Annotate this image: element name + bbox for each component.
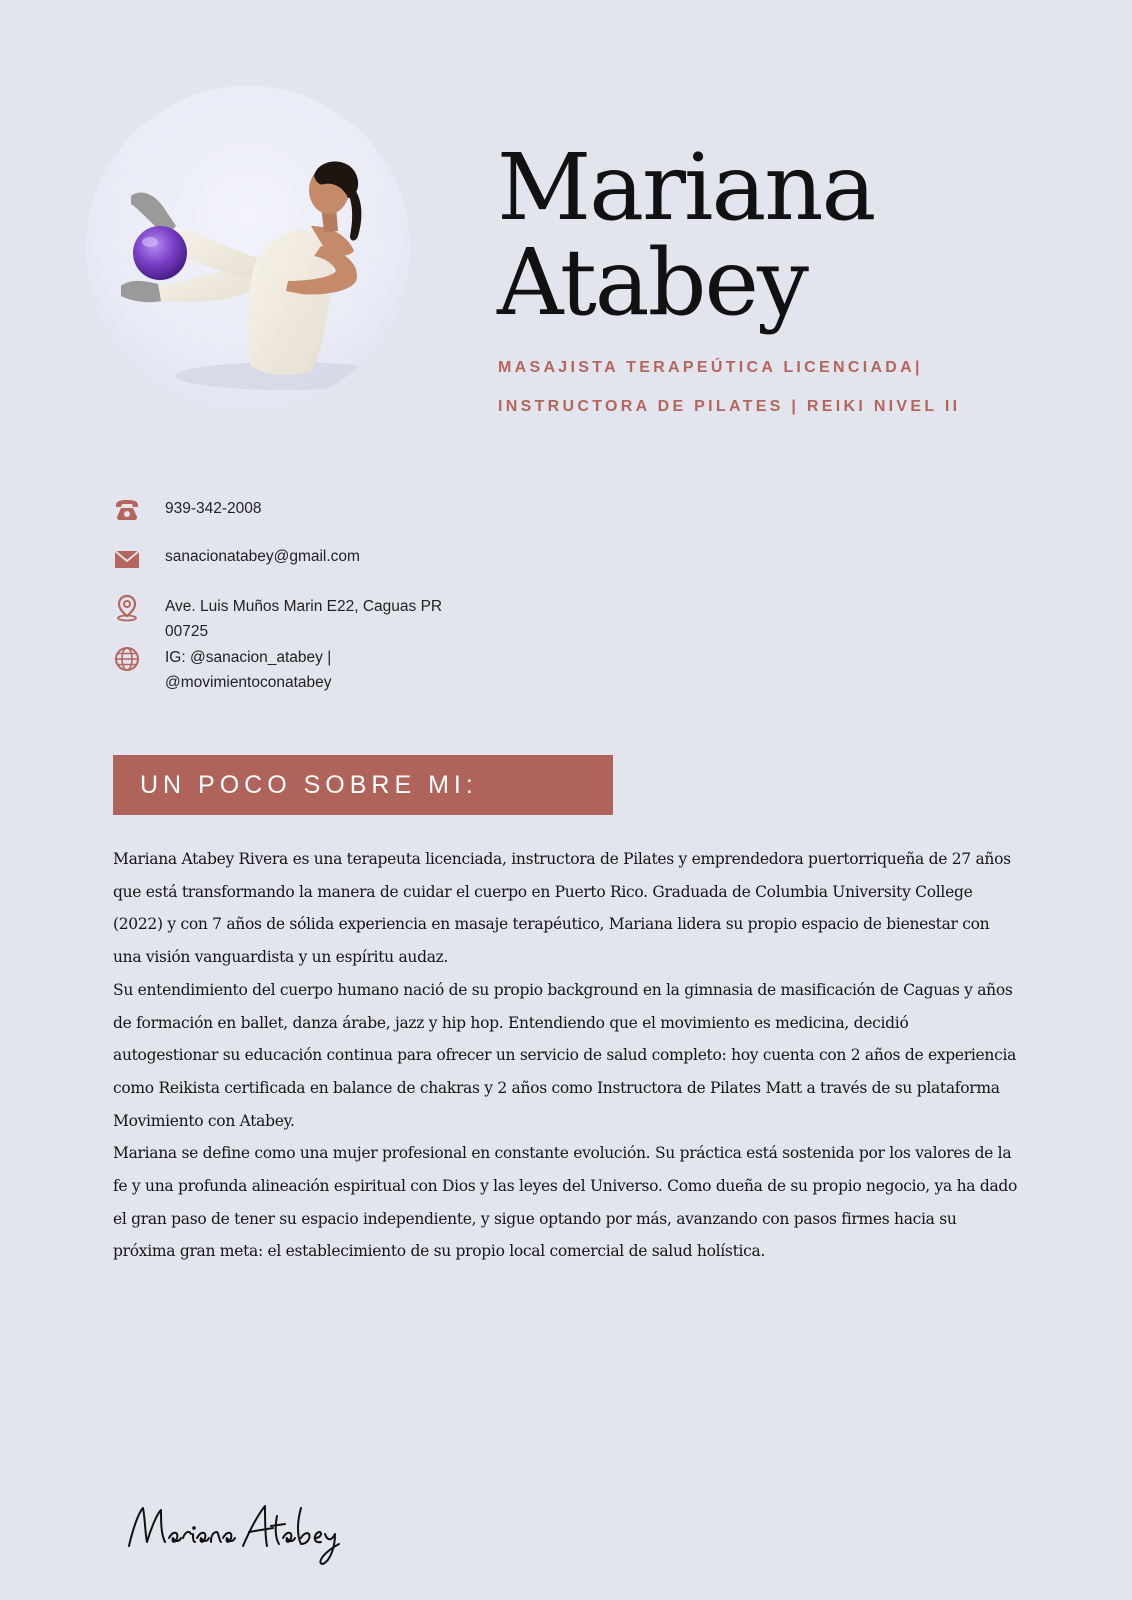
about-section-header: [113, 755, 613, 815]
job-title-line1: MASAJISTA TERAPEÚTICA LICENCIADA|: [498, 359, 923, 376]
social-handles: [165, 645, 475, 695]
contact-phone: [113, 496, 475, 524]
social-line1: IG: @sanacion_atabey |: [165, 649, 332, 666]
name-last: Atabey: [497, 229, 807, 336]
phone-number: 939-342-2008: [165, 500, 262, 517]
globe-icon: [113, 645, 141, 673]
about-paragraph-1: Mariana Atabey Rivera es una terapeuta licenciada, instructora de Pilates y emprendedora puertorriqueña de 27 años que está transformando la manera de cuidar el cuerpo en Puerto Rico. Graduada de Columbia University College (2022) y con 7 años de sólida experiencia en masaje terapéutico, Mariana lidera su propio espacio de bienestar con una visión vanguardista y un espíritu audaz.: [113, 850, 1011, 967]
contact-address: [113, 594, 475, 644]
social-line2: @movimientoconatabey: [165, 674, 332, 691]
contact-email: [113, 544, 475, 572]
email-address: sanacionatabey@gmail.com: [165, 548, 360, 565]
location-pin-icon: [113, 594, 141, 622]
about-heading: UN POCO SOBRE MI:: [140, 770, 478, 799]
profile-photo: [86, 86, 410, 410]
phone-icon: [113, 496, 141, 524]
about-paragraph-2: Su entendimiento del cuerpo humano nació de su propio background en la gimnasia de masificación de Caguas y años de formación en ballet, danza árabe, jazz y hip hop. Entendiendo que el movimiento es medicina, decidió autogestionar su educación continua para ofrecer un servicio de salud completo: hoy cuenta con 2 años de experiencia como Reikista certificada en balance de chakras y 2 años como Instructora de Pilates Matt a través de su plataforma Movimiento con Atabey.: [113, 980, 1017, 1130]
handwritten-signature: [125, 1498, 355, 1568]
about-paragraph-3: Mariana se define como una mujer profesional en constante evolución. Su práctica está sostenida por los valores de la fe y una profunda alineación espiritual con Dios y las leyes del Universo. Como dueña de su propio negocio, ya ha dado el gran paso de tener su espacio independiente, y sigue optando por más, avanzando con pasos firmes hacia su próxima gran meta: el establecimiento de su propio local comercial de salud holística.: [113, 1144, 1018, 1261]
about-text: [113, 843, 1018, 1268]
address-line2: 00725: [165, 623, 209, 640]
name-first: Mariana: [497, 134, 875, 241]
address-text: [165, 594, 475, 644]
address-line1: Ave. Luis Muños Marin E22, Caguas PR: [165, 598, 443, 615]
job-title: [498, 348, 960, 426]
person-name: [497, 134, 875, 336]
job-title-line2: INSTRUCTORA DE PILATES | REIKI NIVEL II: [498, 398, 961, 415]
contact-social: [113, 645, 475, 695]
mail-icon: [113, 544, 141, 572]
